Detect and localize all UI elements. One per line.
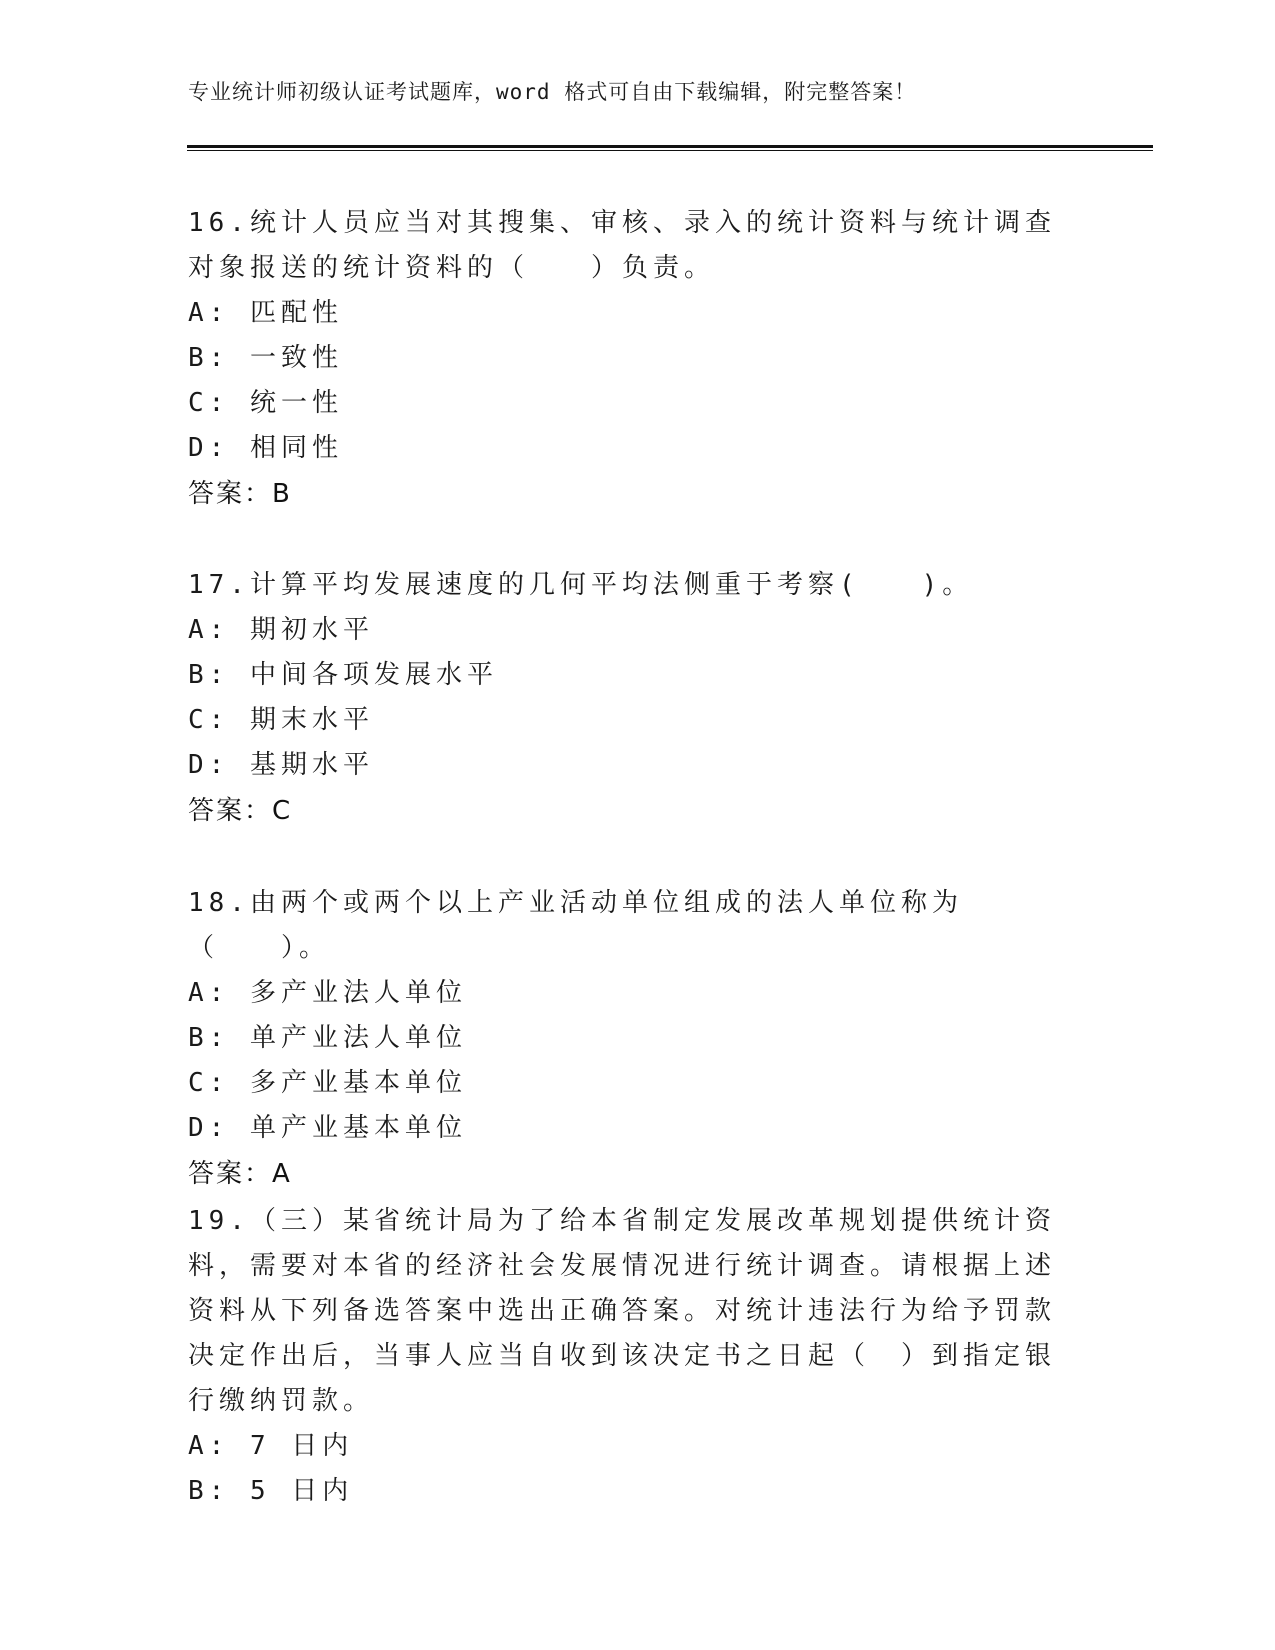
question-stem: 18.由两个或两个以上产业活动单位组成的法人单位称为（ ）。 — [188, 888, 963, 963]
question-18 — [188, 881, 1068, 1197]
option-a: A: 期初水平 — [188, 615, 374, 645]
answer: 答案：A — [188, 1159, 292, 1189]
question-stem: 19.（三）某省统计局为了给本省制定发展改革规划提供统计资料，需要对本省的经济社会发展情况进行统计调查。请根据上述资料从下列备选答案中选出正确答案。对统计违法行为给予罚款决定作出后，当事人应当自收到该决定书之日起（ ）到指定银行缴纳罚款。 — [188, 1206, 1057, 1416]
option-a: A: 匹配性 — [188, 298, 343, 328]
header-divider-thick — [187, 145, 1153, 148]
option-c: C: 期末水平 — [188, 705, 374, 735]
page-header: 专业统计师初级认证考试题库，word 格式可自由下载编辑，附完整答案！ — [188, 80, 917, 104]
question-19 — [188, 1199, 1068, 1514]
option-b: B: 一致性 — [188, 343, 343, 373]
option-a: A: 7 日内 — [188, 1431, 354, 1461]
option-d: D: 基期水平 — [188, 750, 374, 780]
option-d: D: 相同性 — [188, 433, 343, 463]
option-c: C: 多产业基本单位 — [188, 1068, 467, 1098]
option-c: C: 统一性 — [188, 388, 343, 418]
option-b: B: 单产业法人单位 — [188, 1023, 467, 1053]
option-b: B: 5 日内 — [188, 1476, 354, 1506]
option-d: D: 单产业基本单位 — [188, 1113, 467, 1143]
option-b: B: 中间各项发展水平 — [188, 660, 498, 690]
question-stem: 16.统计人员应当对其搜集、审核、录入的统计资料与统计调查对象报送的统计资料的（ ）负责。 — [188, 208, 1056, 283]
answer: 答案：B — [188, 479, 292, 509]
answer: 答案：C — [188, 796, 293, 826]
question-16 — [188, 201, 1068, 517]
question-17 — [188, 563, 1068, 834]
question-stem: 17.计算平均发展速度的几何平均法侧重于考察( )。 — [188, 570, 974, 600]
header-divider-thin — [187, 150, 1153, 151]
option-a: A: 多产业法人单位 — [188, 978, 467, 1008]
